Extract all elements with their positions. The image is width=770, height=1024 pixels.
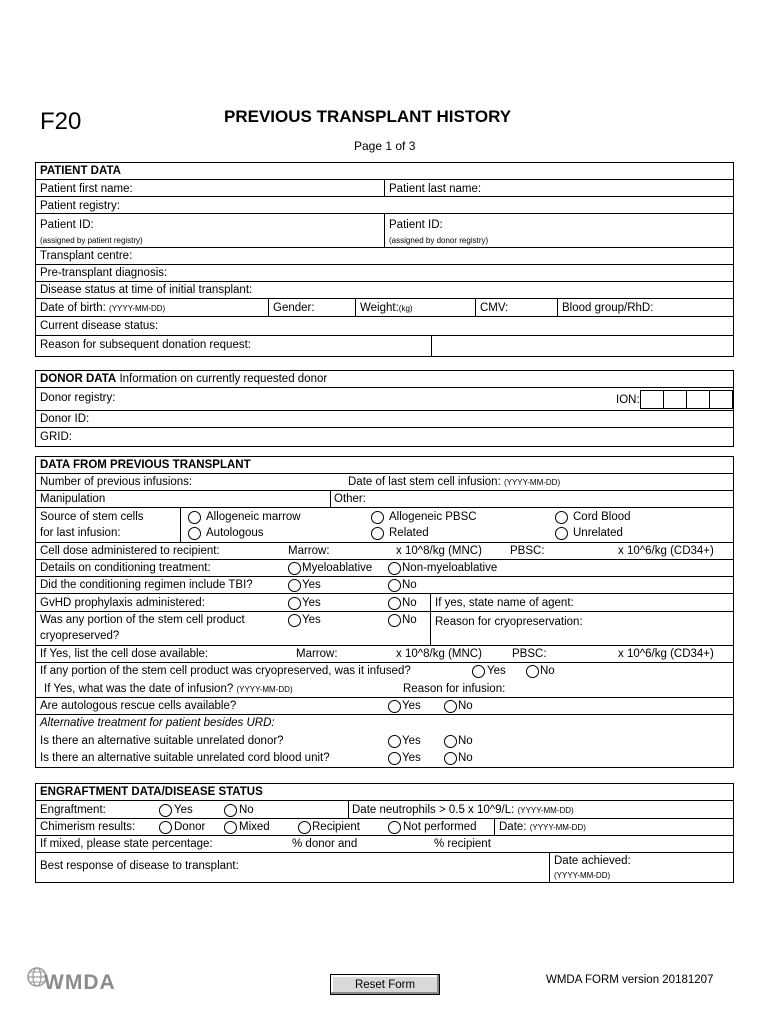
non-myeloablative-label: Non-myeloablative xyxy=(402,562,498,574)
cd34-unit: x 10^6/kg (CD34+) xyxy=(618,545,714,557)
source-label-2: for last infusion: xyxy=(40,527,121,539)
alt-cord-no-radio[interactable] xyxy=(444,752,457,765)
blood-group-label: Blood group/RhD: xyxy=(562,302,654,314)
engraftment-yes-radio[interactable] xyxy=(159,804,172,817)
patient-id-label: Patient ID: xyxy=(40,219,94,231)
chimerism-label: Chimerism results: xyxy=(40,821,136,833)
gvhd-no-label: No xyxy=(402,597,417,609)
reason-infusion-label: Reason for infusion: xyxy=(403,683,506,695)
chimerism-not-performed-label: Not performed xyxy=(403,821,477,833)
engraftment-section-title: ENGRAFTMENT DATA/DISEASE STATUS xyxy=(40,786,263,798)
rescue-no-label: No xyxy=(458,700,473,712)
pct-recipient-label: % recipient xyxy=(434,838,491,850)
marrow-label: Marrow: xyxy=(288,545,330,557)
tbi-label: Did the conditioning regimen include TBI? xyxy=(40,579,253,591)
chimerism-recipient-radio[interactable] xyxy=(298,821,311,834)
rescue-yes-radio[interactable] xyxy=(388,700,401,713)
myeloablative-label: Myeloablative xyxy=(302,562,373,574)
engraftment-no-radio[interactable] xyxy=(224,804,237,817)
alt-cord-label: Is there an alternative suitable unrelated cord blood unit? xyxy=(40,752,330,764)
donor-registry-label: Donor registry: xyxy=(40,392,116,404)
other-label: Other: xyxy=(334,493,366,505)
cord-blood-radio[interactable] xyxy=(555,511,568,524)
marrow2-label: Marrow: xyxy=(296,648,338,660)
engraftment-no-label: No xyxy=(239,804,254,816)
diagnosis-label: Pre-transplant diagnosis: xyxy=(40,267,168,279)
cord-blood-label: Cord Blood xyxy=(573,511,631,523)
chimerism-donor-label: Donor xyxy=(174,821,206,833)
current-status-label: Current disease status: xyxy=(40,320,159,332)
alt-donor-yes-label: Yes xyxy=(402,735,421,747)
allo-pbsc-radio[interactable] xyxy=(371,511,384,524)
infused-no-radio[interactable] xyxy=(526,665,539,678)
non-myeloablative-radio[interactable] xyxy=(388,562,401,575)
alt-treatment-label: Alternative treatment for patient besides URD: xyxy=(40,717,275,729)
alt-donor-label: Is there an alternative suitable unrelated donor? xyxy=(40,735,284,747)
allo-marrow-label: Allogeneic marrow xyxy=(206,511,301,523)
chimerism-donor-radio[interactable] xyxy=(159,821,172,834)
mnc2-unit: x 10^8/kg (MNC) xyxy=(396,648,482,660)
gvhd-yes-label: Yes xyxy=(302,597,321,609)
logo-text: WMDA xyxy=(44,971,116,994)
reason-label: Reason for subsequent donation request: xyxy=(40,339,251,351)
chimerism-mixed-radio[interactable] xyxy=(224,821,237,834)
cmv-label: CMV: xyxy=(480,302,509,314)
patient-id-donor-note: (assigned by donor registry) xyxy=(389,236,489,245)
allo-pbsc-label: Allogeneic PBSC xyxy=(389,511,477,523)
form-code: F20 xyxy=(40,108,82,135)
alt-donor-no-radio[interactable] xyxy=(444,735,457,748)
list-dose-label: If Yes, list the cell dose available: xyxy=(40,648,209,660)
source-label-1: Source of stem cells xyxy=(40,511,144,523)
date-achieved-fmt: (YYYY-MM-DD) xyxy=(554,871,611,880)
cryo-yes-radio[interactable] xyxy=(288,614,301,627)
tbi-no-label: No xyxy=(402,579,417,591)
patient-registry-label: Patient registry: xyxy=(40,200,120,212)
previous-section-title: DATA FROM PREVIOUS TRANSPLANT xyxy=(40,459,251,471)
cryo-yes-label: Yes xyxy=(302,614,321,626)
cryo-no-radio[interactable] xyxy=(388,614,401,627)
pbsc2-label: PBSC: xyxy=(512,648,547,660)
chimerism-not-performed-radio[interactable] xyxy=(388,821,401,834)
unrelated-radio[interactable] xyxy=(555,527,568,540)
unrelated-label: Unrelated xyxy=(573,527,623,539)
cryo-no-label: No xyxy=(402,614,417,626)
related-radio[interactable] xyxy=(371,527,384,540)
date-achieved-label: Date achieved: xyxy=(554,855,631,867)
auto-rescue-label: Are autologous rescue cells available? xyxy=(40,700,237,712)
alt-cord-no-label: No xyxy=(458,752,473,764)
allo-marrow-radio[interactable] xyxy=(188,511,201,524)
gvhd-no-radio[interactable] xyxy=(388,597,401,610)
grid-label: GRID: xyxy=(40,431,72,443)
chimerism-date-label: Date: (YYYY-MM-DD) xyxy=(499,821,586,833)
patient-first-name-label: Patient first name: xyxy=(40,183,133,195)
infused-no-label: No xyxy=(540,665,555,677)
patient-last-name-label: Patient last name: xyxy=(389,183,482,195)
rescue-yes-label: Yes xyxy=(402,700,421,712)
ion-label: ION: xyxy=(616,394,640,406)
neutrophils-label: Date neutrophils > 0.5 x 10^9/L: (YYYY-MM-DD) xyxy=(352,804,574,816)
disease-status-label: Disease status at time of initial transplant: xyxy=(40,284,253,296)
mixed-pct-label: If mixed, please state percentage: xyxy=(40,838,213,850)
chimerism-recipient-label: Recipient xyxy=(312,821,360,833)
patient-section-title: PATIENT DATA xyxy=(40,165,121,177)
tbi-yes-label: Yes xyxy=(302,579,321,591)
donor-id-label: Donor ID: xyxy=(40,413,90,425)
alt-donor-no-label: No xyxy=(458,735,473,747)
mnc-unit: x 10^8/kg (MNC) xyxy=(396,545,482,557)
gvhd-label: GvHD prophylaxis administered: xyxy=(40,597,205,609)
cryo-reason-label: Reason for cryopreservation: xyxy=(435,616,583,628)
gvhd-yes-radio[interactable] xyxy=(288,597,301,610)
conditioning-label: Details on conditioning treatment: xyxy=(40,562,211,574)
alt-donor-yes-radio[interactable] xyxy=(388,735,401,748)
reset-form-button[interactable]: Reset Form xyxy=(330,974,440,995)
dob-label: Date of birth: (YYYY-MM-DD) xyxy=(40,302,166,314)
chimerism-mixed-label: Mixed xyxy=(239,821,270,833)
cell-dose-label: Cell dose administered to recipient: xyxy=(40,545,220,557)
related-label: Related xyxy=(389,527,429,539)
autologous-radio[interactable] xyxy=(188,527,201,540)
engraftment-yes-label: Yes xyxy=(174,804,193,816)
last-infusion-date-label: Date of last stem cell infusion: (YYYY-MM-DD) xyxy=(348,476,561,488)
tbi-no-radio[interactable] xyxy=(388,579,401,592)
patient-id-note: (assigned by patient registry) xyxy=(40,236,143,245)
num-infusions-label: Number of previous infusions: xyxy=(40,476,193,488)
weight-label: Weight:(kg) xyxy=(360,302,413,314)
alt-cord-yes-label: Yes xyxy=(402,752,421,764)
infusion-date-label: If Yes, what was the date of infusion? (YYYY-MM-DD) xyxy=(44,683,293,695)
wmda-logo xyxy=(26,964,126,996)
rescue-no-radio[interactable] xyxy=(444,700,457,713)
pbsc-label: PBSC: xyxy=(510,545,545,557)
page-title: PREVIOUS TRANSPLANT HISTORY xyxy=(224,107,512,126)
infused-question: If any portion of the stem cell product was cryopreserved, was it infused? xyxy=(40,665,411,677)
donor-section-title: DONOR DATA Information on currently requested donor xyxy=(40,373,328,385)
infused-yes-label: Yes xyxy=(487,665,506,677)
pct-donor-label: % donor and xyxy=(292,838,358,850)
page-number: Page 1 of 3 xyxy=(354,139,416,153)
myeloablative-radio[interactable] xyxy=(288,562,301,575)
cd34-2-unit: x 10^6/kg (CD34+) xyxy=(618,648,714,660)
autologous-label: Autologous xyxy=(206,527,264,539)
manipulation-label: Manipulation xyxy=(40,493,106,505)
cryo-label-1: Was any portion of the stem cell product xyxy=(40,614,245,626)
engraftment-label: Engraftment: xyxy=(40,804,106,816)
patient-id-donor-label: Patient ID: xyxy=(389,219,443,231)
tbi-yes-radio[interactable] xyxy=(288,579,301,592)
gender-label: Gender: xyxy=(273,302,315,314)
infused-yes-radio[interactable] xyxy=(472,665,485,678)
form-version: WMDA FORM version 20181207 xyxy=(546,974,714,986)
transplant-centre-label: Transplant centre: xyxy=(40,250,133,262)
alt-cord-yes-radio[interactable] xyxy=(388,752,401,765)
best-response-label: Best response of disease to transplant: xyxy=(40,860,239,872)
cryo-label-2: cryopreserved? xyxy=(40,630,120,642)
agent-label: If yes, state name of agent: xyxy=(435,597,574,609)
